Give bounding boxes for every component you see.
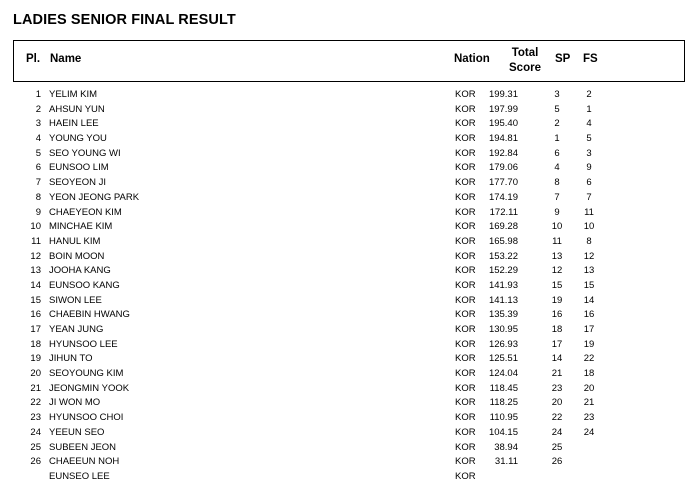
nation-cell: KOR — [455, 441, 476, 453]
place-cell: 15 — [30, 294, 41, 306]
fs-rank-cell: 16 — [583, 309, 595, 321]
name-cell: HYUNSOO LEE — [49, 338, 118, 350]
total-score-cell: 197.99 — [488, 103, 518, 115]
name-cell: SEO YOUNG WI — [49, 147, 121, 159]
nation-cell: KOR — [455, 338, 476, 350]
place-cell: 9 — [35, 206, 41, 218]
nation-cell: KOR — [455, 177, 476, 189]
place-cell: 18 — [30, 338, 41, 350]
place-cell: 23 — [30, 412, 41, 424]
nation-cell: KOR — [455, 309, 476, 321]
sp-rank-cell: 18 — [551, 324, 563, 335]
total-score-cell: 130.95 — [488, 324, 518, 335]
table-row — [0, 103, 699, 118]
fs-rank-cell: 23 — [583, 412, 595, 424]
place-cell: 7 — [35, 177, 41, 189]
place-cell: 11 — [31, 235, 41, 247]
fs-rank-cell: 24 — [583, 426, 595, 438]
total-score-cell: 199.31 — [488, 89, 518, 100]
fs-rank-cell: 4 — [586, 118, 592, 130]
total-score-cell: 118.25 — [489, 397, 518, 409]
nation-cell: KOR — [455, 162, 476, 174]
sp-rank-cell: 7 — [554, 191, 560, 203]
place-cell: 17 — [30, 324, 41, 335]
table-row — [0, 176, 699, 191]
sp-rank-cell: 12 — [551, 265, 563, 277]
place-cell: 21 — [30, 382, 41, 394]
name-cell: EUNSOO KANG — [49, 279, 120, 291]
sp-rank-cell: 5 — [554, 103, 560, 115]
place-cell: 4 — [35, 133, 41, 145]
nation-cell: KOR — [455, 397, 476, 409]
name-cell: CHAEEUN NOH — [49, 456, 120, 468]
nation-cell: KOR — [455, 147, 476, 159]
nation-cell: KOR — [455, 265, 476, 277]
page-title: LADIES SENIOR FINAL RESULT — [13, 12, 236, 28]
header-total-line2: Score — [509, 62, 541, 74]
sp-rank-cell: 15 — [551, 279, 563, 291]
fs-rank-cell: 8 — [586, 235, 592, 247]
sp-rank-cell: 1 — [554, 133, 560, 145]
table-row — [0, 367, 699, 382]
table-row — [0, 235, 699, 250]
total-score-cell: 174.19 — [488, 191, 518, 203]
table-row — [0, 426, 699, 441]
name-cell: HANUL KIM — [49, 235, 101, 247]
fs-rank-cell: 19 — [583, 338, 595, 350]
fs-rank-cell: 22 — [583, 353, 595, 365]
nation-cell: KOR — [455, 470, 476, 482]
header-total-line1: Total — [511, 47, 539, 59]
name-cell: YELIM KIM — [49, 89, 98, 100]
table-row — [0, 470, 699, 485]
nation-cell: KOR — [455, 221, 476, 233]
sp-rank-cell: 14 — [551, 353, 563, 365]
place-cell: 2 — [35, 103, 41, 115]
table-row — [0, 117, 699, 132]
name-cell: HYUNSOO CHOI — [49, 412, 124, 424]
header-name: Name — [50, 53, 82, 65]
place-cell: 14 — [30, 279, 41, 291]
sp-rank-cell: 9 — [554, 206, 560, 218]
place-cell: 25 — [30, 441, 41, 453]
total-score-cell: 124.04 — [488, 368, 518, 380]
name-cell: YEON JEONG PARK — [49, 191, 140, 203]
name-cell: SEOYEON JI — [49, 177, 107, 189]
sp-rank-cell: 21 — [551, 368, 563, 380]
total-score-cell: 177.70 — [488, 177, 518, 189]
nation-cell: KOR — [455, 250, 476, 262]
total-score-cell: 38.94 — [494, 441, 518, 453]
place-cell: 12 — [30, 250, 41, 262]
name-cell: JOOHA KANG — [49, 265, 111, 277]
total-score-cell: 179.06 — [488, 162, 518, 174]
table-row — [0, 161, 699, 176]
sp-rank-cell: 13 — [551, 250, 563, 262]
name-cell: HAEIN LEE — [49, 118, 99, 130]
table-row — [0, 264, 699, 279]
sp-rank-cell: 19 — [551, 294, 563, 306]
name-cell: CHAEBIN HWANG — [49, 309, 130, 321]
sp-rank-cell: 10 — [551, 221, 563, 233]
table-row — [0, 88, 699, 103]
sp-rank-cell: 24 — [551, 426, 563, 438]
name-cell: MINCHAE KIM — [49, 221, 113, 233]
fs-rank-cell: 7 — [586, 191, 592, 203]
table-row — [0, 206, 699, 221]
name-cell: CHAEYEON KIM — [49, 206, 122, 218]
total-score-cell: 153.22 — [488, 250, 518, 262]
name-cell: YEEUN SEO — [49, 426, 105, 438]
nation-cell: KOR — [455, 353, 476, 365]
place-cell: 3 — [35, 118, 41, 130]
table-row — [0, 147, 699, 162]
nation-cell: KOR — [455, 206, 476, 218]
nation-cell: KOR — [455, 368, 476, 380]
nation-cell: KOR — [455, 103, 476, 115]
place-cell: 10 — [30, 221, 41, 233]
fs-rank-cell: 15 — [583, 279, 595, 291]
place-cell: 19 — [30, 353, 41, 365]
fs-rank-cell: 3 — [586, 147, 592, 159]
total-score-cell: 141.13 — [488, 294, 518, 306]
fs-rank-cell: 11 — [584, 206, 594, 218]
total-score-cell: 104.15 — [488, 426, 518, 438]
nation-cell: KOR — [455, 294, 476, 306]
fs-rank-cell: 1 — [586, 103, 592, 115]
table-row — [0, 338, 699, 353]
header-total-score — [509, 46, 541, 76]
nation-cell: KOR — [455, 279, 476, 291]
total-score-cell: 192.84 — [488, 147, 518, 159]
name-cell: SEOYOUNG KIM — [49, 368, 124, 380]
place-cell: 5 — [35, 147, 41, 159]
fs-rank-cell: 9 — [586, 162, 592, 174]
total-score-cell: 152.29 — [488, 265, 518, 277]
sp-rank-cell: 26 — [551, 456, 563, 468]
total-score-cell: 195.40 — [488, 118, 518, 130]
nation-cell: KOR — [455, 324, 476, 335]
header-nation: Nation — [454, 53, 490, 65]
sp-rank-cell: 4 — [554, 162, 560, 174]
nation-cell: KOR — [455, 456, 476, 468]
name-cell: EUNSOO LIM — [49, 162, 109, 174]
total-score-cell: 169.28 — [488, 221, 518, 233]
total-score-cell: 118.45 — [489, 382, 518, 394]
header-fs: FS — [583, 53, 598, 65]
place-cell: 24 — [30, 426, 41, 438]
total-score-cell: 110.95 — [489, 412, 518, 424]
table-row — [0, 279, 699, 294]
nation-cell: KOR — [455, 191, 476, 203]
sp-rank-cell: 6 — [554, 147, 560, 159]
table-row — [0, 220, 699, 235]
place-cell: 1 — [35, 89, 41, 100]
table-row — [0, 294, 699, 309]
sp-rank-cell: 3 — [554, 89, 560, 100]
nation-cell: KOR — [455, 89, 476, 100]
place-cell: 8 — [35, 191, 41, 203]
place-cell: 20 — [30, 368, 41, 380]
total-score-cell: 172.11 — [489, 206, 518, 218]
nation-cell: KOR — [455, 382, 476, 394]
nation-cell: KOR — [455, 235, 476, 247]
table-row — [0, 396, 699, 411]
fs-rank-cell: 21 — [583, 397, 595, 409]
table-row — [0, 411, 699, 426]
nation-cell: KOR — [455, 426, 476, 438]
fs-rank-cell: 10 — [583, 221, 595, 233]
nation-cell: KOR — [455, 118, 476, 130]
fs-rank-cell: 14 — [583, 294, 595, 306]
name-cell: BOIN MOON — [49, 250, 105, 262]
table-row — [0, 132, 699, 147]
sp-rank-cell: 25 — [551, 441, 563, 453]
name-cell: SIWON LEE — [49, 294, 102, 306]
total-score-cell: 165.98 — [488, 235, 518, 247]
sp-rank-cell: 11 — [552, 235, 562, 247]
name-cell: SUBEEN JEON — [49, 441, 117, 453]
table-row — [0, 191, 699, 206]
fs-rank-cell: 13 — [583, 265, 595, 277]
total-score-cell: 135.39 — [488, 309, 518, 321]
results-table-header — [13, 40, 685, 82]
sp-rank-cell: 2 — [554, 118, 560, 130]
table-row — [0, 250, 699, 265]
header-place: Pl. — [26, 53, 41, 65]
fs-rank-cell: 5 — [586, 133, 592, 145]
total-score-cell: 125.51 — [488, 353, 518, 365]
table-row — [0, 352, 699, 367]
sp-rank-cell: 22 — [551, 412, 563, 424]
fs-rank-cell: 17 — [583, 324, 595, 335]
fs-rank-cell: 12 — [583, 250, 595, 262]
sp-rank-cell: 17 — [551, 338, 563, 350]
total-score-cell: 194.81 — [488, 133, 518, 145]
place-cell: 26 — [30, 456, 41, 468]
sp-rank-cell: 23 — [551, 382, 563, 394]
fs-rank-cell: 18 — [583, 368, 595, 380]
fs-rank-cell: 20 — [583, 382, 595, 394]
place-cell: 13 — [30, 265, 41, 277]
total-score-cell: 126.93 — [488, 338, 518, 350]
total-score-cell: 141.93 — [488, 279, 518, 291]
sp-rank-cell: 16 — [551, 309, 563, 321]
name-cell: JEONGMIN YOOK — [49, 382, 130, 394]
sp-rank-cell: 8 — [554, 177, 560, 189]
name-cell: YEAN JUNG — [49, 324, 104, 335]
place-cell: 6 — [35, 162, 41, 174]
name-cell: YOUNG YOU — [49, 133, 107, 145]
table-row — [0, 441, 699, 456]
name-cell: JIHUN TO — [49, 353, 93, 365]
table-row — [0, 323, 699, 338]
name-cell: AHSUN YUN — [49, 103, 105, 115]
table-row — [0, 308, 699, 323]
table-row — [0, 382, 699, 397]
sp-rank-cell: 20 — [551, 397, 563, 409]
fs-rank-cell: 6 — [586, 177, 592, 189]
place-cell: 16 — [30, 309, 41, 321]
place-cell: 22 — [30, 397, 41, 409]
total-score-cell: 31.11 — [494, 456, 518, 468]
fs-rank-cell: 2 — [586, 89, 592, 100]
name-cell: EUNSEO LEE — [49, 470, 110, 482]
header-sp: SP — [555, 53, 571, 65]
table-row — [0, 455, 699, 470]
nation-cell: KOR — [455, 412, 476, 424]
name-cell: JI WON MO — [49, 397, 101, 409]
nation-cell: KOR — [455, 133, 476, 145]
results-table-body — [0, 88, 699, 485]
